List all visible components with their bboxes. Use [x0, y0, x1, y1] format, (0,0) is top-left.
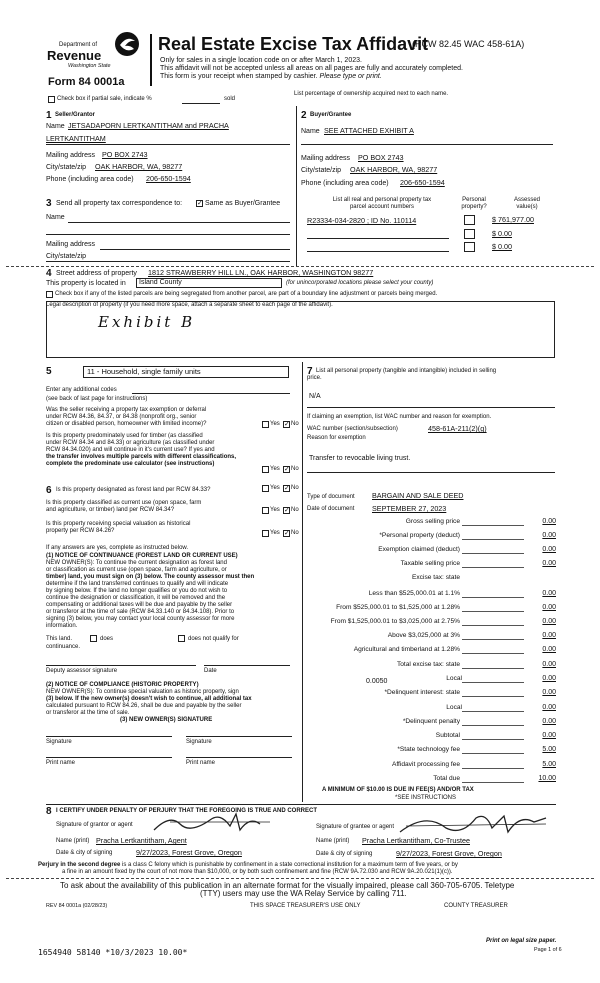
dept-line: Department of — [59, 42, 98, 48]
s6-q3-line2: property per RCW 84.26? — [46, 528, 115, 534]
assessed-value-1[interactable]: $ 761,977.00 — [492, 215, 534, 224]
partial-sale-checkbox[interactable] — [48, 96, 55, 103]
n1-l9: information. — [46, 623, 78, 629]
tax-row-leader — [462, 782, 524, 783]
s6-q1-yes: Yes — [270, 485, 280, 491]
legal-exhibit-handwritten: Exhibit B — [98, 313, 196, 331]
tax-row-value[interactable]: 0.00 — [542, 689, 556, 696]
see-instructions: *SEE INSTRUCTIONS — [395, 795, 457, 801]
minimum-note: A MINIMUM OF $10.00 IS DUE IN FEE(S) AND/OR TAX — [322, 787, 474, 793]
section3-num: 3 — [46, 198, 52, 209]
street-address[interactable]: 1812 STRAWBERRY HILL LN., OAK HARBOR, WASHINGTON 98277 — [148, 268, 374, 277]
section4-num: 4 — [46, 268, 52, 279]
county-treasurer: COUNTY TREASURER — [444, 903, 508, 909]
footer-dash — [6, 878, 594, 879]
s7-label2: price. — [307, 375, 322, 381]
does-checkbox[interactable] — [90, 635, 97, 642]
grantor-name-label: Name (print) — [56, 838, 90, 844]
tax-row-value[interactable]: 10.00 — [538, 775, 556, 782]
tax-row-value[interactable]: 0.00 — [542, 618, 556, 625]
revenue-logo — [44, 29, 144, 79]
q1-no-box[interactable]: ✓ — [284, 421, 290, 428]
parcel-number[interactable]: R23334-034-2820 ; ID No. 110114 — [307, 216, 417, 225]
buyer-city-label: City/state/zip — [301, 167, 342, 174]
tax-row-label: Excise tax: state — [411, 574, 460, 581]
owner-print-line2 — [186, 757, 292, 758]
s6-q2-line2: and agriculture, or timber) land per RCW 84.34? — [46, 507, 175, 513]
header-sub2: This affidavit will not be accepted unless all areas on all pages are fully and accurately completed. — [160, 65, 463, 72]
tax-row-label: *Delinquent interest: state — [384, 689, 460, 696]
tax-row-leader — [462, 696, 524, 697]
tax-row-value[interactable]: 0.00 — [542, 532, 556, 539]
tax-row-leader — [462, 611, 524, 612]
section5-num: 5 — [46, 366, 52, 377]
section3-city-label: City/state/zip — [46, 253, 87, 260]
buyer-name-label: Name — [301, 128, 320, 135]
section2-num: 2 — [301, 110, 307, 121]
same-as-buyer-checkbox[interactable]: ✓ — [197, 200, 203, 207]
s6-q2-line1: Is this property classified as current use (open space, farm — [46, 500, 202, 506]
seller-title: Seller/Grantor — [55, 112, 96, 118]
tax-row-label: From $1,525,000.01 to $3,025,000 at 2.75% — [330, 618, 460, 625]
q2-line2: under RCW 84.34 and 84.33) or agriculture (as classified under — [46, 440, 215, 446]
partial-sale-label: Check box if partial sale, indicate % — [57, 96, 152, 102]
unincorporated-note: (for unincorporated locations please select your county) — [286, 280, 434, 286]
buyer-phone[interactable]: 206-650-1594 — [400, 178, 445, 187]
tax-row-label: *State technology fee — [397, 746, 460, 753]
tax-row-value[interactable]: 0.00 — [542, 704, 556, 711]
n1-l7: or transferor at the time of sale (RCW 84.33.140 or 84.34.108). Prior to — [46, 609, 235, 615]
tax-row-label: Subtotal — [435, 732, 460, 739]
reason-label: Reason for exemption — [307, 435, 366, 441]
n2-l1: (3) below. If the new owner(s) doesn't wish to continue, all additional tax — [46, 696, 252, 702]
dept-state: Washington State — [68, 63, 111, 69]
n1-l2: timber) land, you must sign on (3) below. The county assessor must then — [46, 574, 255, 580]
q1-yes-box[interactable] — [262, 421, 269, 428]
q2-yes-label: Yes — [270, 466, 280, 472]
reason-line — [307, 472, 555, 473]
does-label: does — [100, 636, 114, 642]
grantor-date-label: Date & city of signing — [56, 850, 113, 856]
tax-row-value[interactable]: 0.00 — [542, 732, 556, 739]
treasurer-space: THIS SPACE TREASURER'S USE ONLY — [250, 903, 361, 909]
parcel-line3 — [307, 251, 449, 252]
tax-row-label: Exemption claimed (deduct) — [378, 546, 460, 553]
tax-row-leader — [462, 597, 524, 598]
s3-mail-line — [100, 249, 290, 250]
owner-sig-line2 — [186, 736, 292, 737]
grantor-name[interactable]: Pracha Lertkantitham, Agent — [96, 836, 187, 845]
seller-line — [46, 144, 290, 145]
grantor-sig-label: Signature of grantor or agent — [56, 822, 133, 828]
tax-row-label: Local — [446, 704, 462, 711]
seller-name2[interactable]: LERTKANTITHAM — [46, 134, 106, 143]
tax-row-leader — [462, 653, 524, 654]
s6-q1-yes-box[interactable] — [262, 485, 269, 492]
deputy-date-line — [204, 665, 290, 666]
tax-row-leader — [462, 553, 524, 554]
seller-name-label: Name — [46, 123, 65, 130]
tax-row-label: *Personal property (deduct) — [379, 532, 460, 539]
print-legal: Print on legal size paper. — [486, 938, 557, 944]
parcel-line2 — [307, 238, 449, 239]
personal-box-1[interactable] — [464, 215, 475, 225]
tax-row-value[interactable]: 0.00 — [542, 661, 556, 668]
personal-col-header: Personal property? — [461, 197, 487, 210]
perjury-line1: Perjury in the second degree is a class C felony which is punishable by confinement in a state correctional institution for a maximum term of five years, or by — [38, 862, 458, 868]
tax-row-leader — [462, 567, 524, 568]
wac-value[interactable]: 458-61A-211(2)(g) — [428, 424, 487, 433]
n1-l4: by signing below. If the land no longer qualifies or you do not wish to — [46, 588, 228, 594]
county-value: Island County — [139, 279, 182, 286]
partial-pct-line — [182, 103, 220, 104]
seller-phone[interactable]: 206-650-1594 — [146, 174, 191, 183]
notice1-title: (1) NOTICE OF CONTINUANCE (FOREST LAND OR CURRENT USE) — [46, 553, 238, 559]
wac-label: WAC number (section/subsection) — [307, 426, 398, 432]
q1-yes-label: Yes — [270, 421, 280, 427]
revenue-swirl-icon — [112, 29, 142, 59]
q2-line1: Is this property predominately used for timber (as classified — [46, 433, 203, 439]
tax-row-value[interactable]: 0.00 — [542, 560, 556, 567]
n1-l0: NEW OWNER(S): To continue the current designation as forest land — [46, 560, 227, 566]
s6-q3-no: No — [291, 530, 299, 536]
tax-row-leader — [462, 711, 524, 712]
tax-row-label: Agricultural and timberland at 1.28% — [353, 646, 460, 653]
form-number: Form 84 0001a — [48, 76, 125, 88]
legal-desc-label: Legal description of property (if you need more space, attach a separate sheet to each page of the affidavit). — [46, 302, 333, 308]
rev-number: REV 84 0001a (02/28/23) — [46, 903, 108, 909]
tax-row-value[interactable]: 0.00 — [542, 518, 556, 525]
grantee-signature-icon — [396, 810, 556, 838]
s6-q3-line1: Is this property receiving special valuation as historical — [46, 521, 191, 527]
tax-row-value[interactable]: 0.00 — [542, 604, 556, 611]
tax-row-value[interactable]: 0.00 — [542, 546, 556, 553]
tax-row-label: *Delinquent penalty — [402, 718, 460, 725]
tax-row-label: Above $3,025,000 at 3% — [387, 632, 460, 639]
does-not-checkbox[interactable] — [178, 635, 185, 642]
access-line1: To ask about the availability of this publication in an alternate format for the visually impaired, please call 360-705-6705. Teletype — [60, 881, 515, 890]
buyer-line — [301, 144, 553, 145]
tax-row-label: Local — [446, 675, 462, 682]
section3-name-label: Name — [46, 214, 65, 221]
same-as-buyer-label: Same as Buyer/Grantee — [205, 200, 281, 207]
owner-print-label1: Print name — [46, 760, 76, 766]
tax-row-leader — [462, 725, 524, 726]
dept-revenue: Revenue — [47, 48, 102, 63]
located-label: This property is located in — [46, 280, 126, 287]
n1-l8: signing (3) below, you may contact your local county assessor for more — [46, 616, 235, 622]
s7-personal-value[interactable]: N/A — [309, 393, 321, 400]
perjury-line2: a fine in an amount fixed by the court of not more than $10,000, or by both such confinement and fine (RCW 9A.72.030 and RCW 9A.20.021(1)(c)). — [62, 869, 453, 875]
s6-q1: Is this property designated as forest land per RCW 84.33? — [56, 487, 211, 493]
section6-num: 6 — [46, 485, 52, 496]
tax-row-leader — [462, 753, 524, 754]
s6-q1-no: No — [291, 485, 299, 491]
parcel-col-header: List all real and personal property tax parcel account numbers — [332, 197, 432, 210]
grantee-date[interactable]: 9/27/2023, Forest Grove, Oregon — [396, 849, 502, 858]
owner-print-label2: Print name — [186, 760, 216, 766]
tax-row-leader — [462, 639, 524, 640]
q1-line3: citizen or disabled person, homeowner with limited income)? — [46, 421, 207, 427]
reason-value[interactable]: Transfer to revocable living trust. — [309, 455, 411, 462]
owner-sig-label2: Signature — [186, 739, 212, 745]
tax-row-value[interactable]: 0.00 — [542, 675, 556, 682]
q2-line4: the transfer involves multiple parcels with different classifications, — [46, 454, 237, 460]
s6-q2-yes-box[interactable] — [262, 507, 269, 514]
header-sub3: This form is your receipt when stamped by cashier. Please type or print. — [160, 73, 382, 80]
n1-l3: determine if the land transferred continues to qualify and will indicate — [46, 581, 229, 587]
add-codes-label: Enter any additional codes — [46, 387, 117, 393]
n1-l5: continue the designation or classification, it will be removed and the — [46, 595, 226, 601]
tax-row-label: Taxable selling price — [400, 560, 460, 567]
q2-no-box[interactable]: ✓ — [284, 466, 290, 473]
certify-text: I CERTIFY UNDER PENALTY OF PERJURY THAT THE FOREGOING IS TRUE AND CORRECT — [56, 808, 318, 814]
grantee-date-label: Date & city of signing — [316, 851, 373, 857]
s6-q3-yes-box[interactable] — [262, 530, 269, 537]
header-divider — [150, 34, 152, 86]
segregate-checkbox[interactable] — [46, 291, 53, 298]
owner-sig-line1 — [46, 736, 172, 737]
land-use-value: 11 - Household, single family units — [87, 367, 201, 376]
doc-type-value[interactable]: BARGAIN AND SALE DEED — [372, 491, 464, 500]
grantor-signature-icon — [150, 810, 280, 836]
tax-row-label: Total excise tax: state — [396, 661, 460, 668]
grantee-sig-label: Signature of grantee or agent — [316, 824, 395, 830]
col-divider-top — [296, 106, 297, 266]
segregate-label: Check box if any of the listed parcels are being segregated from another parcel, are part of a boundary line adjustment or parcels being merged. — [55, 291, 438, 297]
land-use-select[interactable] — [83, 366, 289, 378]
personal-box-2[interactable] — [464, 229, 475, 239]
n2-l3: or transferor at the time of sale. — [46, 710, 130, 716]
n2-l0: NEW OWNER(S): To continue special valuation as historic property, sign — [46, 689, 239, 695]
personal-box-3[interactable] — [464, 242, 475, 252]
q1-line2: under RCW 84.36, 84.37, or 84.38 (nonprofit org., senior — [46, 414, 197, 420]
seller-city-label: City/state/zip — [46, 164, 87, 171]
tax-row-leader — [462, 525, 524, 526]
grantee-name-label: Name (print) — [316, 838, 350, 844]
s6-q1-no-box[interactable]: ✓ — [284, 485, 290, 492]
section7-num: 7 — [307, 366, 313, 377]
buyer-phone-label: Phone (including area code) — [301, 180, 389, 187]
continuance-label: continuance. — [46, 644, 81, 650]
q2-line3: RCW 84.34.020) and will continue in it's current use? If yes and — [46, 447, 215, 453]
recording-stamp: 1654940 58140 *10/3/2023 10.00* — [38, 948, 188, 957]
s7-label1: List all personal property (tangible and intangible) included in selling — [316, 368, 497, 374]
street-label: Street address of property — [56, 270, 137, 277]
this-land-label: This land. — [46, 636, 73, 642]
q1-no-label: No — [291, 421, 299, 427]
section3-mail-label: Mailing address — [46, 241, 96, 248]
assessed-value-3[interactable]: $ 0.00 — [492, 242, 512, 251]
section8-num: 8 — [46, 806, 52, 817]
s7-line1 — [307, 407, 555, 408]
tax-row-label: From $525,000.01 to $1,525,000 at 1.28% — [336, 604, 460, 611]
deputy-sig-line — [46, 665, 196, 666]
buyer-name[interactable]: SEE ATTACHED EXHIBIT A — [324, 126, 414, 135]
tax-row-label: Total due — [433, 775, 460, 782]
buyer-city[interactable]: OAK HARBOR, WA, 98277 — [350, 165, 438, 174]
deputy-date-label: Date — [204, 668, 217, 674]
assessed-value-2[interactable]: $ 0.00 — [492, 229, 512, 238]
q2-no-label: No — [291, 466, 299, 472]
buyer-mail-label: Mailing address — [301, 155, 351, 162]
doc-type-label: Type of document — [307, 494, 355, 500]
grantor-date[interactable]: 9/27/2023, Forest Grove, Oregon — [136, 848, 242, 857]
section1-num: 1 — [46, 110, 52, 121]
q2-line5: complete the predominate use calculator (see instructions) — [46, 461, 215, 467]
partial-sold: sold — [224, 96, 236, 102]
tax-row-value[interactable]: 0.00 — [542, 590, 556, 597]
tax-row-value[interactable]: 5.00 — [542, 746, 556, 753]
buyer-title: Buyer/Grantee — [310, 112, 352, 118]
tax-row-value[interactable]: 0.00 — [542, 646, 556, 653]
divider-s4 — [6, 266, 594, 267]
buyer-mail[interactable]: PO BOX 2743 — [358, 153, 404, 162]
s6-q2-yes: Yes — [270, 507, 280, 513]
local-rate: 0.0050 — [366, 678, 388, 685]
tax-row-label: Gross selling price — [405, 518, 460, 525]
s6-q2-no-box[interactable]: ✓ — [284, 507, 290, 514]
owner-print-line1 — [46, 757, 172, 758]
s8-top-line — [46, 804, 556, 805]
seller-mail[interactable]: PO BOX 2743 — [102, 150, 148, 159]
tax-row-leader — [462, 668, 524, 669]
deputy-sig-label: Deputy assessor signature — [46, 668, 118, 674]
exempt-line: If claiming an exemption, list WAC number and reason for exemption. — [307, 414, 492, 420]
s3-name-line — [68, 222, 290, 223]
add-codes-line — [132, 393, 290, 394]
owner-sig-label1: Signature — [46, 739, 72, 745]
tax-row-value[interactable]: 0.00 — [542, 718, 556, 725]
section3-label: Send all property tax correspondence to: — [56, 200, 183, 207]
page-number: Page 1 of 6 — [534, 947, 562, 953]
q1-line1: Was the seller receiving a property tax exemption or deferral — [46, 407, 207, 413]
doc-date-label: Date of document — [307, 506, 355, 512]
doc-date-value[interactable]: SEPTEMBER 27, 2023 — [372, 504, 447, 513]
tax-row-leader — [462, 625, 524, 626]
ownership-note: List percentage of ownership acquired next to each name. — [294, 91, 449, 97]
tax-row-leader — [462, 682, 524, 683]
col-divider-mid — [302, 362, 303, 802]
seller-phone-label: Phone (including area code) — [46, 176, 134, 183]
does-not-label: does not qualify for — [188, 636, 239, 642]
q2-yes-box[interactable] — [262, 466, 269, 473]
tax-row-leader — [462, 739, 524, 740]
assessed-col-header: Assessed value(s) — [513, 197, 540, 210]
seller-name1[interactable]: JETSADAPORN LERTKANTITHAM and PRACHA — [68, 121, 229, 130]
s3-name-line2 — [46, 234, 290, 235]
tax-row-value[interactable]: 5.00 — [542, 761, 556, 768]
access-line2: (TTY) users may use the WA Relay Service by calling 711. — [200, 889, 407, 898]
n2-l2: calculated pursuant to RCW 84.26, shall be due and payable by the seller — [46, 703, 242, 709]
s6-q3-no-box[interactable]: ✓ — [284, 530, 290, 537]
if-yes-note: If any answers are yes, complete as instructed below. — [46, 545, 189, 551]
tax-row-label: Less than $525,000.01 at 1.1% — [368, 590, 460, 597]
see-back-note: (see back of last page for instructions) — [46, 396, 148, 402]
notice2-title: (2) NOTICE OF COMPLIANCE (HISTORIC PROPERTY) — [46, 682, 199, 688]
county-select[interactable] — [136, 278, 282, 288]
seller-mail-label: Mailing address — [46, 152, 96, 159]
n1-l1: or classification as current use (open space, farm and agriculture, or — [46, 567, 227, 573]
s3-city-line — [46, 261, 290, 262]
n1-l6: compensating or additional taxes will be due and payable by the seller — [46, 602, 233, 608]
notice3-title: (3) NEW OWNER(S) SIGNATURE — [120, 717, 213, 723]
seller-city[interactable]: OAK HARBOR, WA, 98277 — [95, 162, 183, 171]
tax-row-label: Affidavit processing fee — [391, 761, 460, 768]
grantee-name[interactable]: Pracha Lertkantitham, Co-Trustee — [362, 836, 470, 845]
s6-q2-no: No — [291, 507, 299, 513]
header-sub1: Only for sales in a single location code on or after March 1, 2023. — [160, 57, 362, 64]
tax-row-value[interactable]: 0.00 — [542, 632, 556, 639]
form-title: Real Estate Excise Tax Affidavit — [158, 34, 429, 54]
tax-row-leader — [462, 768, 524, 769]
form-rcw: (RCW 82.45 WAC 458-61A) — [412, 39, 525, 49]
tax-row-leader — [462, 539, 524, 540]
s6-q3-yes: Yes — [270, 530, 280, 536]
